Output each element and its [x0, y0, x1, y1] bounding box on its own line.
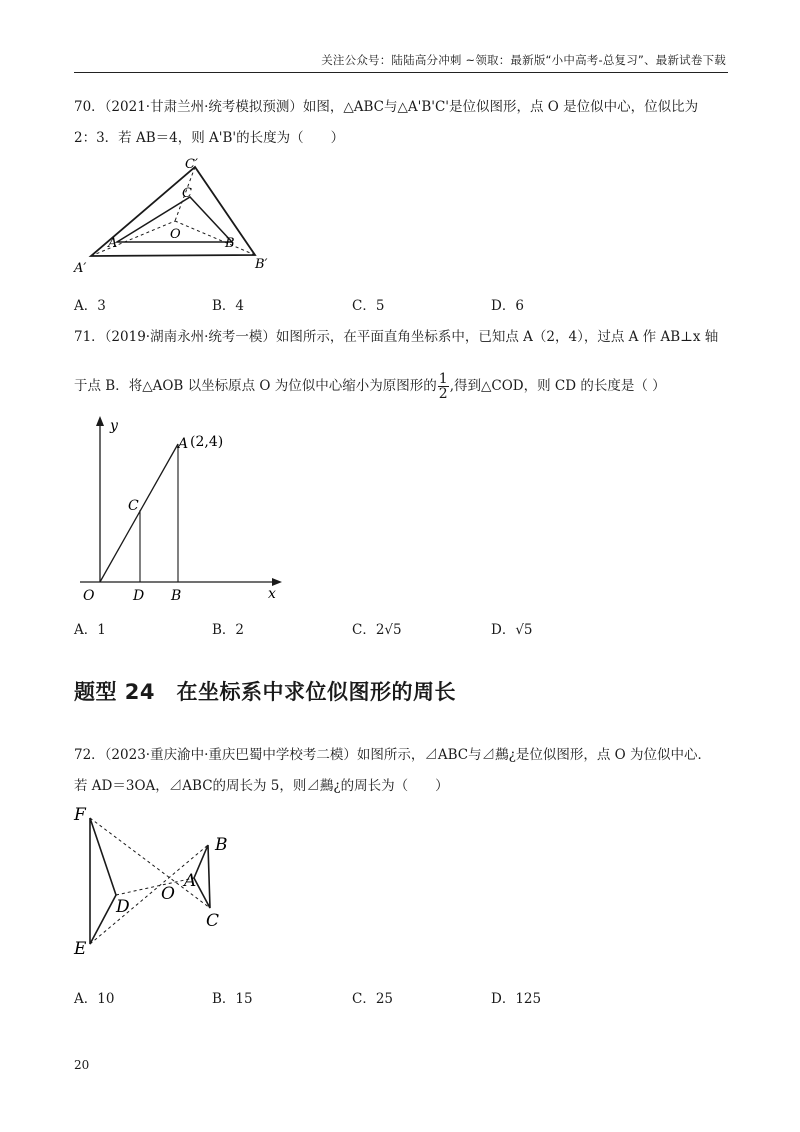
- x-axis-arrow: [272, 578, 282, 586]
- fraction-denominator: 2: [438, 386, 448, 402]
- q72-option-a: A．10: [74, 991, 115, 1007]
- q71-option-a: A．1: [74, 622, 106, 638]
- q70-figure: [68, 154, 288, 279]
- q71-text-line2: [74, 372, 734, 401]
- header-rule: [74, 72, 728, 73]
- label-d: D: [116, 897, 130, 917]
- triangle-def: [90, 818, 116, 944]
- q72-text-line1: 72．（2023·重庆渝中·重庆巴蜀中学校考二模）如图所示，⊿ABC与⊿䴏¿是位似图形，点 O 为位似中心．: [74, 747, 712, 763]
- label-o: O: [170, 227, 181, 242]
- page-number: 20: [74, 1058, 90, 1072]
- fraction-numerator: 1: [438, 371, 448, 387]
- q72-figure: [70, 800, 250, 960]
- q72-option-c: C．25: [352, 991, 394, 1007]
- q71-option-c: C．2√5: [352, 622, 402, 638]
- q70-text-line1: 70．（2021·甘肃兰州·统考模拟预测）如图，△ABC与△A'B'C'是位似图形，点 O 是位似中心，位似比为: [74, 99, 699, 115]
- q70-option-d: D．6: [491, 298, 524, 314]
- section-title: 题型 24 在坐标系中求位似图形的周长: [74, 680, 457, 704]
- label-e: E: [74, 939, 87, 959]
- label-b: B: [171, 588, 182, 604]
- fraction-one-half: [438, 372, 449, 401]
- label-c-prime: C′: [185, 157, 198, 172]
- page-header: 关注公众号：陆陆高分冲刺 ~领取：最新版“小中高考-总复习”、最新试卷下载: [321, 53, 726, 67]
- label-o: O: [161, 884, 175, 904]
- q71-figure: [76, 414, 296, 609]
- label-b: B: [225, 236, 235, 251]
- dash-oa: [91, 221, 175, 256]
- q72-option-d: D．125: [491, 991, 542, 1007]
- label-c: C: [182, 186, 192, 201]
- q70-option-a: A．3: [74, 298, 106, 314]
- q71-option-d: D．√5: [491, 622, 533, 638]
- label-a: A: [108, 236, 118, 251]
- label-d: D: [133, 588, 145, 604]
- q71-text-line2a: 于点 B．将△AOB 以坐标原点 O 为位似中心缩小为原图形的: [74, 378, 437, 394]
- q71-option-b: B．2: [212, 622, 245, 638]
- label-a-coord: (2,4): [190, 434, 224, 450]
- dash-fc: [90, 818, 210, 908]
- segment-oa: [100, 444, 178, 582]
- label-b: B: [215, 835, 228, 855]
- y-axis-arrow: [96, 416, 104, 426]
- q71-text-line1: 71．（2019·湖南永州·统考一模）如图所示，在平面直角坐标系中，已知点 A（2，4），过点 A 作 AB⊥x 轴: [74, 329, 719, 345]
- dash-eb: [90, 845, 208, 944]
- q70-text-line2: 2：3．若 AB＝4，则 A'B'的长度为（ ）: [74, 130, 345, 146]
- label-a: A: [178, 436, 189, 452]
- q72-text-line2: 若 AD＝3OA，⊿ABC的周长为 5，则⊿䴏¿的周长为（ ）: [74, 778, 449, 794]
- q71-text-line2b: ,得到△COD，则 CD 的长度是（ ）: [449, 378, 666, 394]
- label-y: y: [110, 418, 118, 434]
- label-f: F: [74, 805, 86, 825]
- label-a-prime: A′: [74, 261, 87, 276]
- label-c: C: [128, 498, 139, 514]
- label-b-prime: B′: [255, 257, 268, 272]
- dash-da: [116, 878, 194, 895]
- label-c: C: [206, 911, 220, 931]
- label-x: x: [268, 586, 276, 602]
- q70-option-c: C．5: [352, 298, 385, 314]
- q70-option-b: B．4: [212, 298, 245, 314]
- label-o: O: [83, 588, 95, 604]
- q72-option-b: B．15: [212, 991, 253, 1007]
- label-a: A: [184, 871, 197, 891]
